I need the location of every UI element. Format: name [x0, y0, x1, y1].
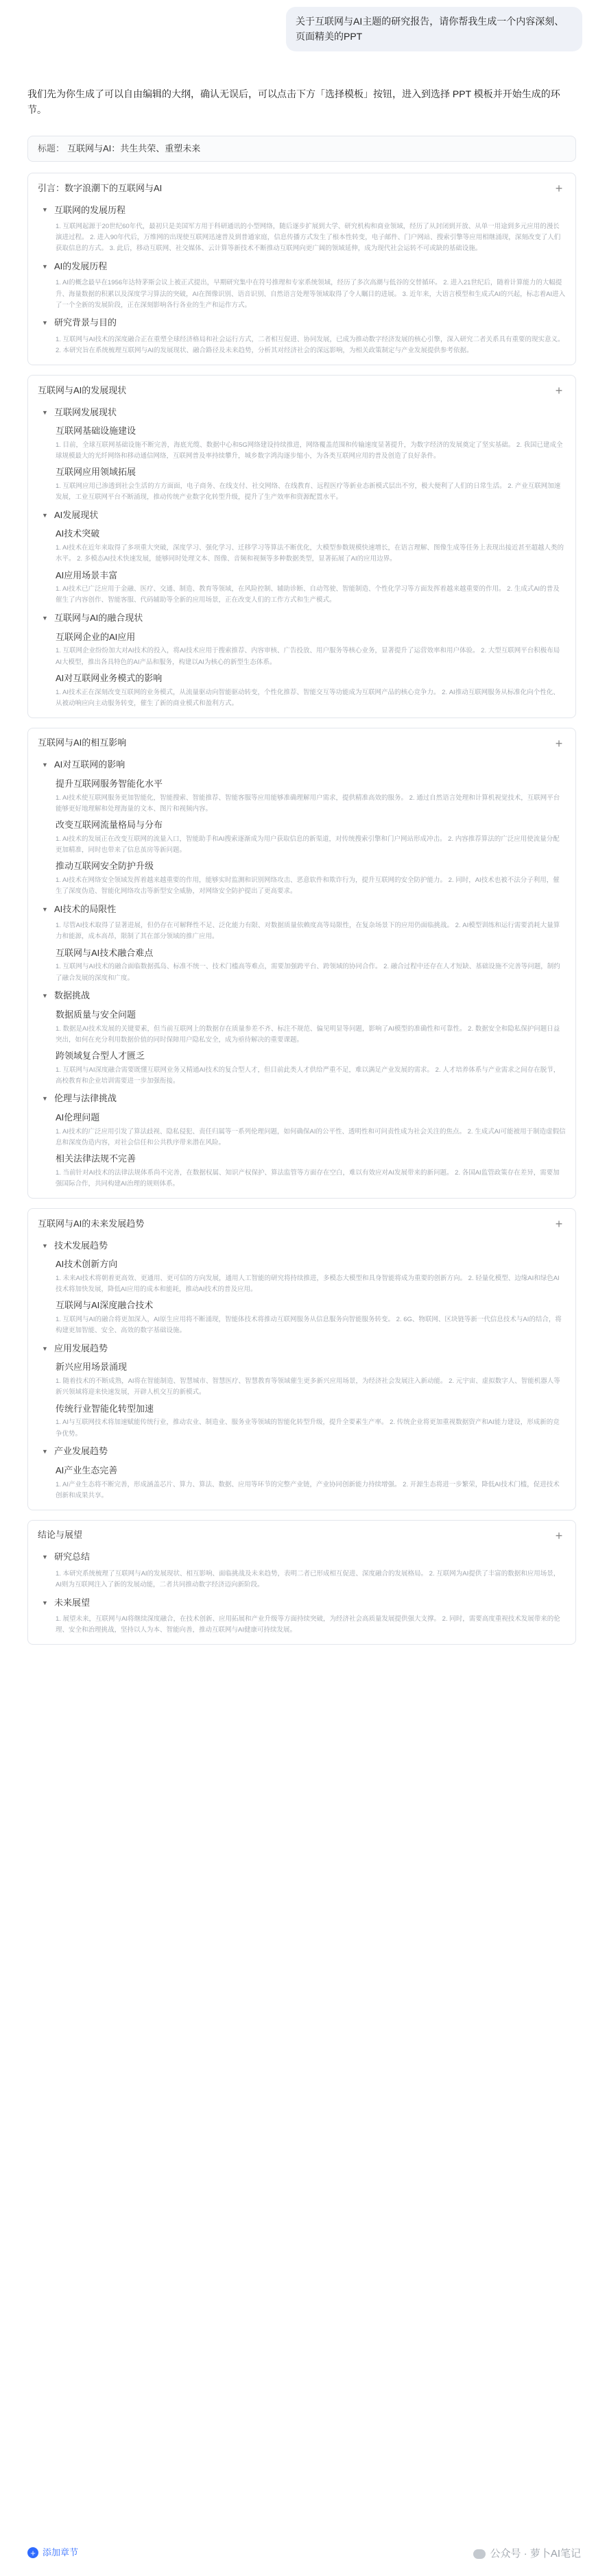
- subsection-text[interactable]: 1. 尽管AI技术取得了显著进展，但仍存在可解释性不足、泛化能力有限、对数据质量依赖度高等局限性，在复杂场景下的应用仍面临挑战。 2. AI模型训练和运行需要消耗大量算力和能源，成本高昂，限制了其在部分领域的推广应用。: [56, 922, 560, 941]
- add-section-icon[interactable]: +: [555, 384, 563, 398]
- user-message-bubble: [286, 7, 582, 51]
- section-title[interactable]: 产业发展趋势: [54, 1446, 108, 1457]
- section: [38, 315, 566, 356]
- subsection-text[interactable]: 1. 本研究系统梳理了互联网与AI的发展现状、相互影响、面临挑战及未来趋势，表明二者已形成相互促进、深度融合的发展格局。 2. 互联网为AI提供了丰富的数据和应用场景，AI则为互联网注入了新的发展动能，二者共同推动数字经济迈向新阶段。: [56, 1569, 560, 1588]
- section-title[interactable]: 互联网的发展历程: [54, 204, 126, 215]
- subsection: [56, 1361, 566, 1398]
- section: [38, 1444, 566, 1501]
- subsection-text[interactable]: 1. AI技术的发展正在改变互联网的流量入口，智能助手和AI搜索逐渐成为用户获取信息的新渠道，对传统搜索引擎和门户网站形成冲击。 2. 内容推荐算法的广泛应用使流量分配更加精准，同时也带来了信息茧房等新问题。: [56, 835, 560, 854]
- subsection-text[interactable]: 1. 互联网企业纷纷加大对AI技术的投入，将AI技术应用于搜索推荐、内容审核、广告投放、用户服务等核心业务，显著提升了运营效率和用户体验。 2. 大型互联网平台积极布局AI大模型，推出各具特色的AI产品和服务，构建以AI为核心的新型生态体系。: [56, 647, 560, 666]
- collapse-triangle-icon[interactable]: ▼: [42, 511, 48, 519]
- subsection: [56, 920, 566, 942]
- subsection-text[interactable]: 1. 互联网应用已渗透到社会生活的方方面面，电子商务、在线支付、社交网络、在线教育、远程医疗等新业态新模式层出不穷，极大便利了人们的日常生活。 2. 产业互联网加速发展，工业互联网平台不断涌现，推动传统产业数字化转型升级，提升了生产效率和资源配置水平。: [56, 482, 561, 502]
- subsection-text[interactable]: 1. 未来AI技术将朝着更高效、更通用、更可信的方向发展，通用人工智能的研究将持续推进，多模态大模型和具身智能将成为重要的创新方向。 2. 轻量化模型、边缘AI和绿色AI技术将加快发展，降低AI应用的成本和能耗，推动AI技术的普及应用。: [56, 1275, 560, 1294]
- subsection-title[interactable]: 提升互联网服务智能化水平: [56, 778, 163, 789]
- subsection-title[interactable]: AI对互联网业务模式的影响: [56, 672, 163, 683]
- section-title[interactable]: 互联网与AI的融合现状: [54, 613, 143, 624]
- subsection-text[interactable]: 1. 互联网与AI深度融合需要既懂互联网业务又精通AI技术的复合型人才，但目前此类人才供给严重不足，难以满足产业发展的需求。 2. 人才培养体系与产业需求之间存在脱节，高校教育和企业培训需要进一步加强衔接。: [56, 1066, 560, 1085]
- chapter-header[interactable]: [38, 734, 566, 753]
- subsection: [56, 334, 566, 356]
- chapter-title[interactable]: 引言：数字浪潮下的互联网与AI: [38, 182, 163, 193]
- subsection: [56, 1299, 566, 1336]
- subsection-title[interactable]: AI应用场景丰富: [56, 569, 118, 580]
- assistant-intro-text: 我们先为你生成了可以自由编辑的大纲，确认无误后，可以点击下方「选择模板」按钮，进入到选择 PPT 模板并开始生成的环节。: [27, 88, 560, 116]
- section-header[interactable]: [42, 1595, 566, 1611]
- subsection-title[interactable]: 改变互联网流量格局与分布: [56, 820, 163, 830]
- subsection-text[interactable]: 1. AI技术使互联网服务更加智能化，智能搜索、智能推荐、智能客服等应用能够准确理解用户需求，提供精准高效的服务。 2. 通过自然语言处理和计算机视觉技术，互联网平台能够更好地理解和处理海量的文本、图片和视频内容。: [56, 794, 560, 813]
- collapse-triangle-icon[interactable]: ▼: [42, 992, 48, 1000]
- section-header[interactable]: [42, 901, 566, 918]
- subsection: [56, 425, 566, 462]
- subsection: [56, 1112, 566, 1149]
- section-title[interactable]: 研究背景与目的: [54, 317, 117, 328]
- chapter-header[interactable]: [38, 1214, 566, 1234]
- subsection-text[interactable]: 1. 数据是AI技术发展的关键要素，但当前互联网上的数据存在质量参差不齐、标注不规范、偏见明显等问题，影响了AI模型的准确性和可靠性。 2. 数据安全和隐私保护问题日益突出，如何在充分利用数据价值的同时保障用户隐私安全，成为亟待解决的重要课题。: [56, 1025, 560, 1044]
- section: [38, 202, 566, 254]
- chapter-header[interactable]: [38, 1526, 566, 1545]
- section-title[interactable]: 互联网发展现状: [54, 406, 117, 417]
- section: [38, 1549, 566, 1591]
- section-title[interactable]: AI的发展历程: [54, 261, 108, 271]
- section-header[interactable]: [42, 757, 566, 774]
- subsection-title[interactable]: AI技术突破: [56, 528, 100, 539]
- subsection-title[interactable]: 互联网企业的AI应用: [56, 631, 136, 642]
- outline-title-label: 标题：: [38, 143, 65, 154]
- subsection-text[interactable]: 1. 随着技术的不断成熟，AI将在智能制造、智慧城市、智慧医疗、智慧教育等领域催生更多新兴应用场景，为经济社会发展注入新动能。 2. 元宇宙、虚拟数字人、智能机器人等新兴领域将迎来快速发展，开辟人机交互的新模式。: [56, 1377, 560, 1397]
- plus-circle-icon: +: [27, 2547, 38, 2558]
- subsection: [56, 672, 566, 709]
- subsection-title[interactable]: 跨领域复合型人才匮乏: [56, 1050, 145, 1061]
- collapse-triangle-icon[interactable]: ▼: [42, 1599, 48, 1606]
- subsection-text[interactable]: 1. 互联网起源于20世纪60年代，最初只是美国军方用于科研通讯的小型网络，随后逐步扩展到大学、研究机构和商业领域，经历了从封闭到开放、从单一用途到多元应用的漫长演进过程。 2. 进入90年代后，万维网的出现使互联网迅速普及到普通家庭，信息传播方式发生了根本性转变，电子邮件、门户网站、搜索引擎等应用相继涌现，深刻改变了人们获取信息的方式。 3. 此后，移动互联网、社交媒体、云计算等新技术不断推动互联网向更广阔的领域延伸，成为现代社会运转不可或缺的基础设施。: [56, 223, 561, 253]
- collapse-triangle-icon[interactable]: ▼: [42, 1448, 48, 1456]
- subsection-text[interactable]: 1. 互联网与AI的融合将更加深入，AI原生应用将不断涌现，智能体技术将推动互联网服务从信息服务向智能服务转变。 2. 6G、物联网、区块链等新一代信息技术与AI的结合，将构建更加智能、安全、高效的数字基础设施。: [56, 1316, 562, 1335]
- section-header[interactable]: [42, 258, 566, 275]
- chapter-header[interactable]: [38, 179, 566, 198]
- add-chapter-button[interactable]: [27, 2547, 78, 2560]
- section-header[interactable]: [42, 611, 566, 627]
- section-header[interactable]: [42, 1091, 566, 1107]
- subsection-title[interactable]: 传统行业智能化转型加速: [56, 1403, 154, 1414]
- section-title[interactable]: AI对互联网的影响: [54, 759, 126, 770]
- chapter-title[interactable]: 互联网与AI的发展现状: [38, 384, 127, 395]
- subsection-text[interactable]: 1. AI技术在网络安全领域发挥着越来越重要的作用，能够实时监测和识别网络攻击、恶意软件和欺诈行为，提升互联网的安全防护能力。 2. 同时，AI技术也被不法分子利用，催生了深度伪造、智能化网络攻击等新型安全威胁，对网络安全防护提出了更高要求。: [56, 876, 560, 896]
- collapse-triangle-icon[interactable]: ▼: [42, 262, 48, 270]
- collapse-triangle-icon[interactable]: ▼: [42, 1345, 48, 1352]
- collapse-triangle-icon[interactable]: ▼: [42, 1242, 48, 1249]
- collapse-triangle-icon[interactable]: ▼: [42, 1095, 48, 1103]
- chapter-card[interactable]: [27, 728, 576, 1199]
- subsection-title[interactable]: 数据质量与安全问题: [56, 1009, 136, 1020]
- section-title[interactable]: 数据挑战: [54, 990, 91, 1001]
- collapse-triangle-icon[interactable]: ▼: [42, 319, 48, 327]
- subsection-title[interactable]: 互联网基础设施建设: [56, 426, 136, 437]
- subsection: [56, 1464, 566, 1501]
- watermark: [473, 2547, 581, 2562]
- section: [38, 611, 566, 709]
- wechat-icon: [473, 2549, 486, 2559]
- subsection: [56, 631, 566, 668]
- subsection: [56, 569, 566, 606]
- subsection: [56, 947, 566, 984]
- collapse-triangle-icon[interactable]: ▼: [42, 905, 48, 913]
- subsection-text[interactable]: 1. AI的概念最早在1956年达特茅斯会议上被正式提出，早期研究集中在符号推理和专家系统领域，经历了多次高潮与低谷的交替循环。 2. 进入21世纪后，随着计算能力的大幅提升、海量数据的积累以及深度学习算法的突破，AI在图像识别、语音识别、自然语言处理等领域取得了令人瞩目的进展。 3. 近年来，大语言模型和生成式AI的兴起，标志着AI进入了一个全新的发展阶段，正在深刻影响各行各业的生产和运作方式。: [56, 279, 566, 309]
- subsection-title[interactable]: AI伦理问题: [56, 1112, 100, 1123]
- chapter-header[interactable]: [38, 381, 566, 400]
- subsection: [56, 278, 566, 310]
- chapter-title[interactable]: 互联网与AI的未来发展趋势: [38, 1218, 145, 1229]
- subsection: [56, 778, 566, 815]
- chapter-card[interactable]: [27, 375, 576, 718]
- section-title[interactable]: 应用发展趋势: [54, 1342, 108, 1353]
- section-header[interactable]: [42, 1549, 566, 1566]
- section-header[interactable]: [42, 1238, 566, 1254]
- subsection-text[interactable]: 1. 目前，全球互联网基础设施不断完善，海底光缆、数据中心和5G网络建设持续推进，网络覆盖范围和传输速度显著提升，为数字经济的发展奠定了坚实基础。 2. 我国已建成全球规模最大的光纤网络和移动通信网络，互联网普及率持续攀升，城乡数字鸿沟逐步缩小，为各类互联网应用的普及创造了良好条件。: [56, 441, 563, 461]
- add-section-icon[interactable]: +: [555, 1217, 563, 1231]
- section-title[interactable]: 研究总结: [54, 1551, 91, 1562]
- subsection-text[interactable]: 1. AI技术在近年来取得了多项重大突破，深度学习、强化学习、迁移学习等算法不断优化，大模型参数规模快速增长，在语言理解、图像生成等任务上表现出接近甚至超越人类的水平。 2. 多模态AI技术快速发展，能够同时处理文本、图像、音频和视频等多种数据类型，显著拓展了AI的应用边界。: [56, 544, 564, 563]
- subsection-text[interactable]: 1. AI技术的广泛应用引发了算法歧视、隐私侵犯、责任归属等一系列伦理问题，如何确保AI的公平性、透明性和可问责性成为社会关注的焦点。 2. 生成式AI可能被用于制造虚假信息和深度伪造内容，对社会信任和公共秩序带来潜在风险。: [56, 1127, 566, 1146]
- subsection-title[interactable]: AI产业生态完善: [56, 1464, 118, 1475]
- add-section-icon[interactable]: +: [555, 181, 563, 195]
- subsection-text[interactable]: 1. AI产业生态将不断完善，形成涵盖芯片、算力、算法、数据、应用等环节的完整产业链，产业协同创新能力持续增强。 2. 开源生态将进一步繁荣，降低AI技术门槛，促进技术创新和成果共享。: [56, 1480, 560, 1499]
- section-title[interactable]: 伦理与法律挑战: [54, 1093, 117, 1104]
- subsection-title[interactable]: 互联网与AI技术融合难点: [56, 947, 154, 958]
- subsection-title[interactable]: 相关法律法规不完善: [56, 1153, 136, 1164]
- watermark-text: 公众号 · 萝卜AI笔记: [490, 2548, 581, 2560]
- section: [38, 988, 566, 1087]
- section-header[interactable]: [42, 507, 566, 524]
- section-title[interactable]: AI技术的局限性: [54, 903, 117, 914]
- add-section-icon[interactable]: +: [555, 1528, 563, 1543]
- subsection-title[interactable]: 互联网与AI深度融合技术: [56, 1300, 154, 1311]
- subsection: [56, 221, 566, 254]
- section: [38, 1595, 566, 1636]
- collapse-triangle-icon[interactable]: ▼: [42, 615, 48, 622]
- section-header[interactable]: [42, 202, 566, 219]
- subsection-title[interactable]: 推动互联网安全防护升级: [56, 861, 154, 872]
- outline-title-value[interactable]: 互联网与AI：共生共荣、重塑未来: [67, 143, 201, 154]
- subsection: [56, 528, 566, 565]
- section-title[interactable]: AI发展现状: [54, 509, 99, 520]
- subsection: [56, 1153, 566, 1190]
- subsection: [56, 1569, 566, 1591]
- chapter-title[interactable]: 结论与展望: [38, 1530, 83, 1541]
- section: [38, 404, 566, 503]
- section: [38, 1091, 566, 1190]
- user-message-text: 关于互联网与AI主题的研究报告，请你帮我生成一个内容深刻、页面精美的PPT: [296, 16, 564, 42]
- subsection-title[interactable]: AI技术创新方向: [56, 1259, 118, 1270]
- subsection-title[interactable]: 互联网应用领域拓展: [56, 467, 136, 478]
- subsection-text[interactable]: 1. AI技术已广泛应用于金融、医疗、交通、制造、教育等领域，在风险控制、辅助诊断、自动驾驶、智能制造、个性化学习等方面发挥着越来越重要的作用。 2. 生成式AI的普及催生了内容创作、智能客服、代码辅助等全新的应用场景，正在改变人们的工作方式和生产模式。: [56, 585, 560, 604]
- chapter-card[interactable]: [27, 173, 576, 365]
- section-header[interactable]: [42, 315, 566, 332]
- collapse-triangle-icon[interactable]: ▼: [42, 761, 48, 769]
- outline-title-box[interactable]: [27, 136, 576, 162]
- outline-chapters: [27, 173, 576, 1654]
- subsection-text[interactable]: 1. 互联网与AI技术的融合面临数据孤岛、标准不统一、技术门槛高等难点，需要加强跨平台、跨领域的协同合作。 2. 融合过程中还存在人才短缺、基础设施不完善等问题，制约了融合发展的深度和广度。: [56, 963, 560, 982]
- section-header[interactable]: [42, 1444, 566, 1460]
- chapter-card[interactable]: [27, 1208, 576, 1510]
- subsection: [56, 1614, 566, 1636]
- collapse-triangle-icon[interactable]: ▼: [42, 206, 48, 214]
- subsection: [56, 1009, 566, 1046]
- subsection: [56, 1403, 566, 1440]
- add-chapter-label: 添加章节: [43, 2547, 79, 2557]
- subsection-text[interactable]: 1. 展望未来，互联网与AI将继续深度融合，在技术创新、应用拓展和产业升级等方面持续突破，为经济社会高质量发展提供强大支撑。 2. 同时，需要高度重视技术发展带来的伦理、安全和治理挑战，坚持以人为本、智能向善，推动互联网与AI健康可持续发展。: [56, 1615, 560, 1634]
- section: [38, 901, 566, 983]
- subsection: [56, 860, 566, 897]
- section: [38, 258, 566, 310]
- add-section-icon[interactable]: +: [555, 736, 563, 750]
- subsection: [56, 819, 566, 856]
- chapter-card[interactable]: [27, 1520, 576, 1645]
- subsection: [56, 466, 566, 503]
- collapse-triangle-icon[interactable]: ▼: [42, 408, 48, 416]
- section: [38, 1238, 566, 1336]
- subsection-text[interactable]: 1. AI技术正在深刻改变互联网的业务模式，从流量驱动向智能驱动转变，个性化推荐、智能交互等功能成为互联网产品的核心竞争力。 2. AI推动互联网服务从标准化向个性化、从被动响应向主动服务转变，催生了新的商业模式和盈利方式。: [56, 688, 560, 707]
- subsection: [56, 1258, 566, 1295]
- section: [38, 1340, 566, 1439]
- chapter-title[interactable]: 互联网与AI的相互影响: [38, 737, 127, 748]
- section: [38, 757, 566, 897]
- subsection-text[interactable]: 1. AI与互联网技术将加速赋能传统行业，推动农业、制造业、服务业等领域的智能化转型升级，提升全要素生产率。 2. 传统企业将更加重视数据资产和AI能力建设，形成新的竞争优势。: [56, 1419, 560, 1438]
- section-header[interactable]: [42, 988, 566, 1005]
- collapse-triangle-icon[interactable]: ▼: [42, 1554, 48, 1561]
- section-title[interactable]: 未来展望: [54, 1597, 91, 1608]
- subsection-text[interactable]: 1. 当前针对AI技术的法律法规体系尚不完善，在数据权属、知识产权保护、算法监管等方面存在空白，难以有效应对AI发展带来的新问题。 2. 各国AI监管政策存在差异，需要加强国际合作，共同构建AI治理的规则体系。: [56, 1168, 560, 1188]
- subsection-text[interactable]: 1. 互联网与AI技术的深度融合正在重塑全球经济格局和社会运行方式，二者相互促进、协同发展，已成为推动数字经济发展的核心引擎，深入研究二者关系具有重要的现实意义。 2. 本研究旨在系统梳理互联网与AI的发展现状、融合路径及未来趋势，分析其对经济社会的深远影响，为相关政策制定与产业发展提供参考依据。: [56, 335, 564, 354]
- section-header[interactable]: [42, 404, 566, 421]
- section-header[interactable]: [42, 1340, 566, 1357]
- subsection: [56, 1050, 566, 1087]
- section: [38, 507, 566, 606]
- section-title[interactable]: 技术发展趋势: [54, 1240, 108, 1251]
- subsection-title[interactable]: 新兴应用场景涌现: [56, 1362, 128, 1373]
